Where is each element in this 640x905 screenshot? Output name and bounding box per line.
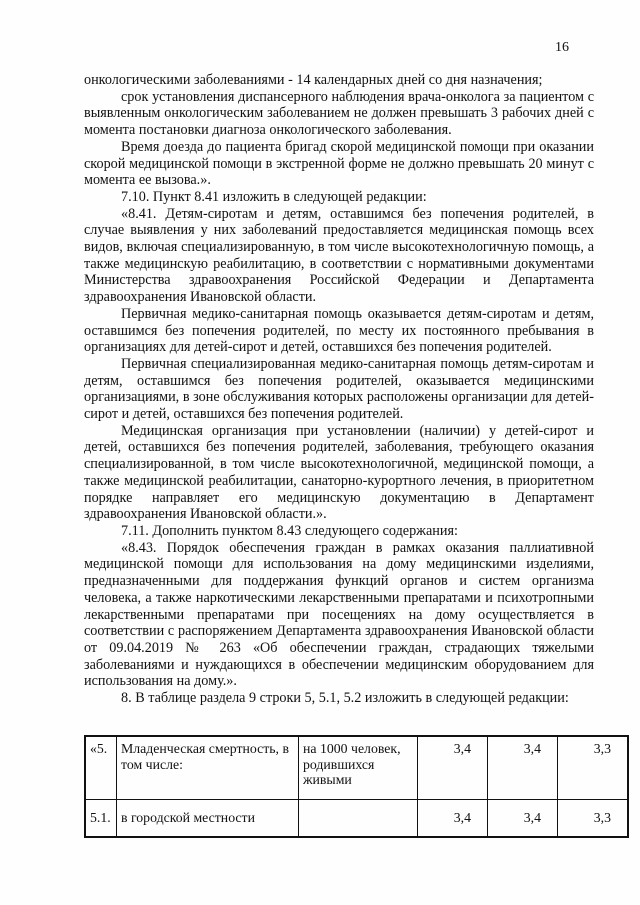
paragraph: Медицинская организация при установлении (наличии) у детей-сирот и детей, оставшихся без попечения родителей, заболевания, требующего оказания специализированной, в том числе высокотехнологичной, медицинской помощи, а также медицинской реабилитации, санаторно-курортного лечения, в приоритетном порядке направляет его медицинскую документацию в Департамент здравоохранения Ивановской области.». (84, 422, 594, 523)
value-cell: 3,4 (418, 736, 488, 800)
page-number: 16 (555, 40, 569, 55)
table-row (85, 800, 628, 838)
indicators-table (84, 735, 629, 838)
row-number: «5. (85, 736, 117, 800)
paragraph: 7.11. Дополнить пунктом 8.43 следующего содержания: (121, 522, 458, 539)
table-row (85, 736, 628, 800)
value-cell: 3,3 (558, 800, 629, 838)
paragraph: «8.43. Порядок обеспечения граждан в рамках оказания паллиативной медицинской помощи для использования на дому медицинскими изделиями, предназначенными для поддержания функций органов и систем организма человека, а также наркотическими лекарственными препаратами и психотропными лекарственными препаратами при посещениях на дому осуществляется в соответствии с распоряжением Департамента здравоохранения Ивановской области от 09.04.2019 № 263 «Об обеспечении граждан, страдающих тяжелыми заболеваниями и нуждающихся в обеспечении медицинским оборудованием для использования на дому.». (84, 539, 594, 690)
value-cell: 3,4 (418, 800, 488, 838)
paragraph: Первичная специализированная медико-санитарная помощь детям-сиротам и детям, оставшимся без попечения родителей, оказывается медицинскими организациями, в зоне обслуживания которых расположены организации для детей-сирот и детей, оставшихся без попечения родителей. (84, 355, 594, 423)
value-cell: 3,4 (488, 800, 558, 838)
paragraph: срок установления диспансерного наблюдения врача-онколога за пациентом с выявленным онкологическим заболеванием не должен превышать 3 рабочих дней с момента постановки диагноза онкологического заболевания. (84, 88, 594, 139)
paragraph: 8. В таблице раздела 9 строки 5, 5.1, 5.2 изложить в следующей редакции: (121, 690, 569, 707)
paragraph: Время доезда до пациента бригад скорой медицинской помощи при оказании скорой медицинской помощи в экстренной форме не должно превышать 20 минут с момента ее вызова.». (84, 138, 594, 189)
unit-cell (299, 800, 418, 838)
body-text (84, 72, 594, 707)
indicator-name: Младенческая смертность, в том числе: (117, 736, 299, 800)
paragraph: онкологическими заболеваниями - 14 календарных дней со дня назначения; (84, 72, 543, 88)
unit-cell: на 1000 человек, родившихся живыми (299, 736, 418, 800)
value-cell: 3,3 (558, 736, 629, 800)
value-cell: 3,4 (488, 736, 558, 800)
row-number: 5.1. (85, 800, 117, 838)
paragraph: Первичная медико-санитарная помощь оказывается детям-сиротам и детям, оставшимся без попечения родителей, по месту их постоянного пребывания в организациях для детей-сирот и детей, оставшихся без попечения родителей. (84, 305, 594, 356)
paragraph: 7.10. Пункт 8.41 изложить в следующей редакции: (121, 188, 427, 205)
indicator-name: в городской местности (117, 800, 299, 838)
paragraph: «8.41. Детям-сиротам и детям, оставшимся без попечения родителей, в случае выявления у них заболеваний предоставляется медицинская помощь всех видов, включая специализированную, в том числе высокотехнологичную помощь, а также медицинскую реабилитацию, в соответствии с нормативными документами Министерства здравоохранения Российской Федерации и Департамента здравоохранения Ивановской области. (84, 205, 594, 306)
